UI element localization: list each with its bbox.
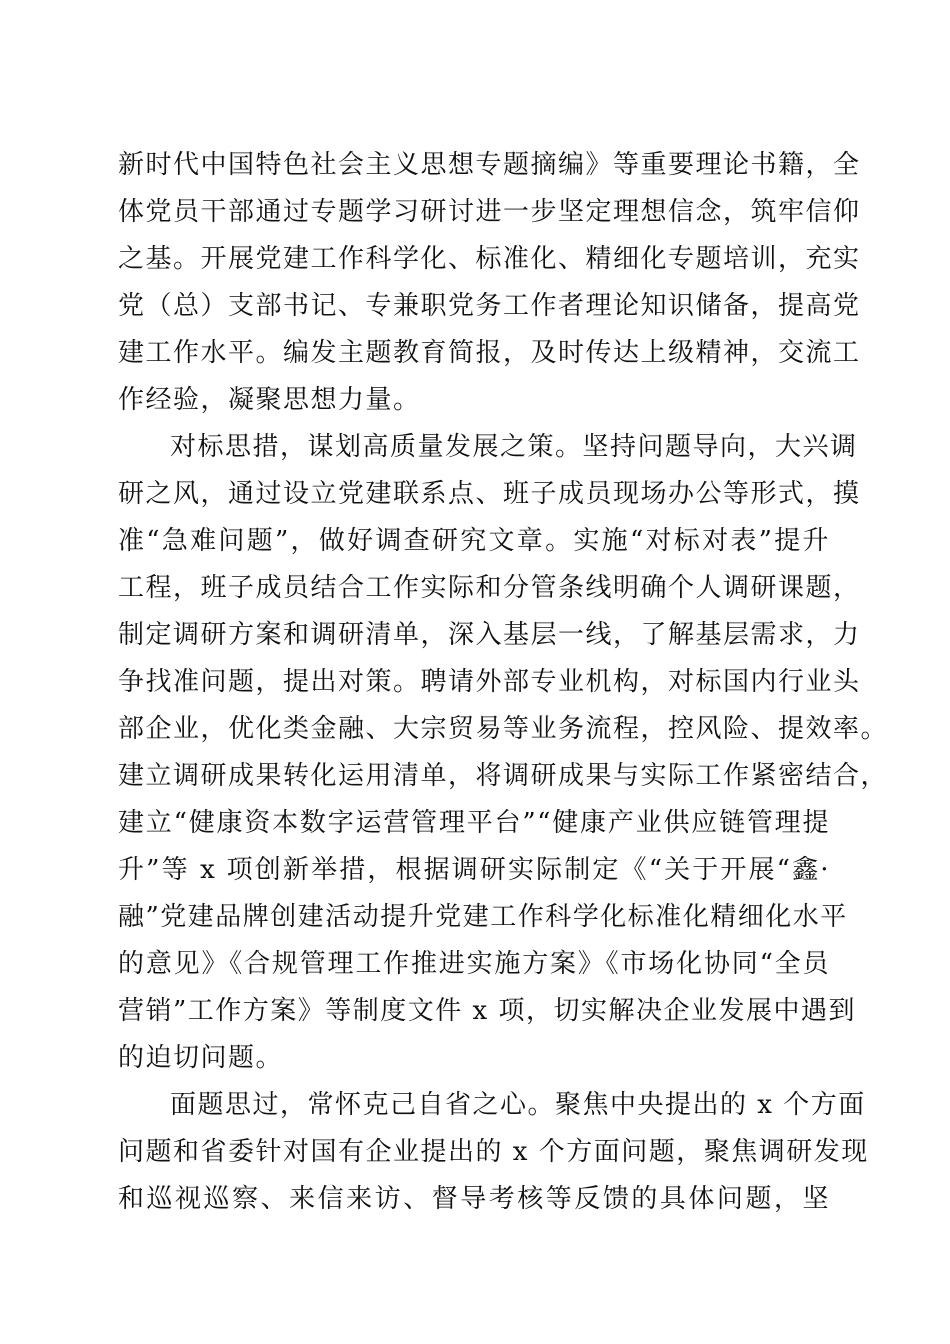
text-line: 新时代中国特色社会主义思想专题摘编》等重要理论书籍，全: [118, 150, 861, 180]
text-line: 融”党建品牌创建活动提升党建工作科学化标准化精细化水平: [118, 902, 848, 932]
text-line: 的迫切问题。: [118, 1043, 284, 1073]
text-line: 升”等 x 项创新举措，根据调研实际制定《“关于开展“鑫·: [118, 855, 830, 885]
text-line: 作经验，凝聚思想力量。: [118, 385, 421, 415]
text-line: 营销”工作方案》等制度文件 x 项，切实解决企业发展中遇到: [118, 996, 856, 1026]
text-line: 党（总）支部书记、专兼职党务工作者理论知识储备，提高党: [118, 291, 861, 321]
text-line: 和巡视巡察、来信来访、督导考核等反馈的具体问题，坚: [118, 1184, 830, 1214]
text-line: 之基。开展党建工作科学化、标准化、精细化专题培训，充实: [118, 244, 861, 274]
text-line-paragraph-start: 对标思措，谋划高质量发展之策。坚持问题导向，大兴调: [170, 432, 858, 462]
text-line: 问题和省委针对国有企业提出的 x 个方面问题，聚焦调研发现: [118, 1137, 869, 1167]
text-line-paragraph-start: 面题思过，常怀克己自省之心。聚焦中央提出的 x 个方面: [170, 1090, 866, 1120]
text-line: 研之风，通过设立党建联系点、班子成员现场办公等形式，摸: [118, 479, 861, 509]
text-line: 建工作水平。编发主题教育简报，及时传达上级精神，交流工: [118, 338, 861, 368]
text-line: 建立调研成果转化运用清单，将调研成果与实际工作紧密结合，: [118, 761, 889, 791]
text-line: 建立“健康资本数字运营管理平台”“健康产业供应链管理提: [118, 808, 830, 838]
text-line: 体党员干部通过专题学习研讨进一步坚定理想信念，筑牢信仰: [118, 197, 861, 227]
text-line: 部企业，优化类金融、大宗贸易等业务流程，控风险、提效率。: [118, 714, 889, 744]
body-text: [118, 142, 889, 1223]
text-line: 工程，班子成员结合工作实际和分管条线明确个人调研课题，: [118, 573, 861, 603]
text-line: 的意见》《合规管理工作推进实施方案》《市场化协同“全员: [118, 949, 830, 979]
text-line: 争找准问题，提出对策。聘请外部专业机构，对标国内行业头: [118, 667, 861, 697]
text-line: 制定调研方案和调研清单，深入基层一线，了解基层需求，力: [118, 620, 861, 650]
text-line: 准“急难问题”，做好调查研究文章。实施“对标对表”提升: [118, 526, 830, 556]
